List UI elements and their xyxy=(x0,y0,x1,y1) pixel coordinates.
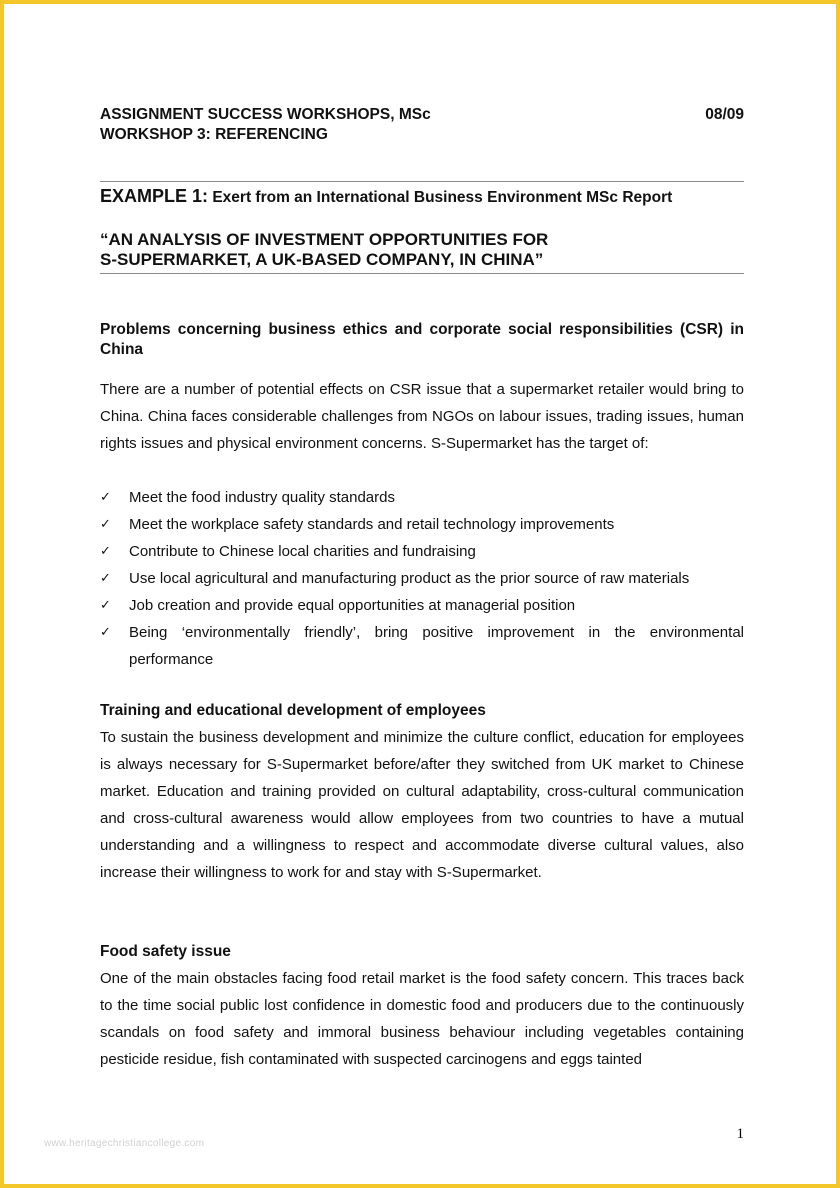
document-page xyxy=(4,4,836,1184)
training-paragraph: To sustain the business development and minimize the culture conflict, education for employees is always necessary for S-Supermarket before/after they switched from UK market to Chinese market. Education and training provided on cultural adaptability, cross-cultural communication and cross-cultural awareness would allow employees from two countries to have a mutual understanding and a willingness to respect and accommodate diverse cultural values, also increase their willingness to work for and stay with S-Supermarket. xyxy=(100,729,744,881)
header-title: ASSIGNMENT SUCCESS WORKSHOPS, MSc xyxy=(100,106,431,123)
csr-paragraph: There are a number of potential effects on CSR issue that a supermarket retailer would bring to China. China faces considerable challenges from NGOs on labour issues, trading issues, human rights issues and physical environment concerns. S-Supermarket has the target of: xyxy=(100,381,744,452)
report-title-line-1: “AN ANALYSIS OF INVESTMENT OPPORTUNITIES FOR xyxy=(100,230,549,249)
top-rule xyxy=(100,181,744,182)
header-line-2: WORKSHOP 3: REFERENCING xyxy=(100,126,328,143)
check-icon: ✓ xyxy=(100,571,111,586)
check-icon: ✓ xyxy=(100,490,111,505)
example-subtitle: Exert from an International Business Environment MSc Report xyxy=(208,189,673,206)
example-title xyxy=(100,186,672,207)
header-line-1 xyxy=(100,105,744,125)
checklist-item: ✓ Meet the food industry quality standards xyxy=(100,484,744,511)
title-rule xyxy=(100,273,744,274)
training-heading: Training and educational development of employees xyxy=(100,702,486,719)
checklist-item: ✓ Being ‘environmentally friendly’, bring positive improvement in the environmental performance xyxy=(100,619,744,673)
check-icon: ✓ xyxy=(100,625,111,640)
checklist-item: ✓ Meet the workplace safety standards and retail technology improvements xyxy=(100,511,744,538)
header-date: 08/09 xyxy=(705,106,744,123)
csr-checklist xyxy=(100,484,744,673)
csr-heading: Problems concerning business ethics and corporate social responsibilities (CSR) in China xyxy=(100,321,744,358)
watermark: www.heritagechristiancollege.com xyxy=(44,1138,205,1149)
checklist-item: ✓ Use local agricultural and manufacturing product as the prior source of raw materials xyxy=(100,565,744,592)
example-label: EXAMPLE 1: xyxy=(100,186,209,206)
check-icon: ✓ xyxy=(100,544,111,559)
page-number: 1 xyxy=(736,1126,744,1142)
food-paragraph: One of the main obstacles facing food retail market is the food safety concern. This traces back to the time social public lost confidence in domestic food and producers due to the continuously scandals on food safety and immoral business behaviour including vegetables containing pesticide residue, fish contaminated with suspected carcinogens and eggs tainted xyxy=(100,970,744,1068)
food-heading: Food safety issue xyxy=(100,943,231,960)
checklist-item: ✓ Contribute to Chinese local charities and fundraising xyxy=(100,538,744,565)
report-title xyxy=(100,230,744,270)
checklist-item: ✓ Job creation and provide equal opportunities at managerial position xyxy=(100,592,744,619)
report-title-line-2: S-SUPERMARKET, A UK-BASED COMPANY, IN CHINA” xyxy=(100,250,544,269)
check-icon: ✓ xyxy=(100,598,111,613)
check-icon: ✓ xyxy=(100,517,111,532)
